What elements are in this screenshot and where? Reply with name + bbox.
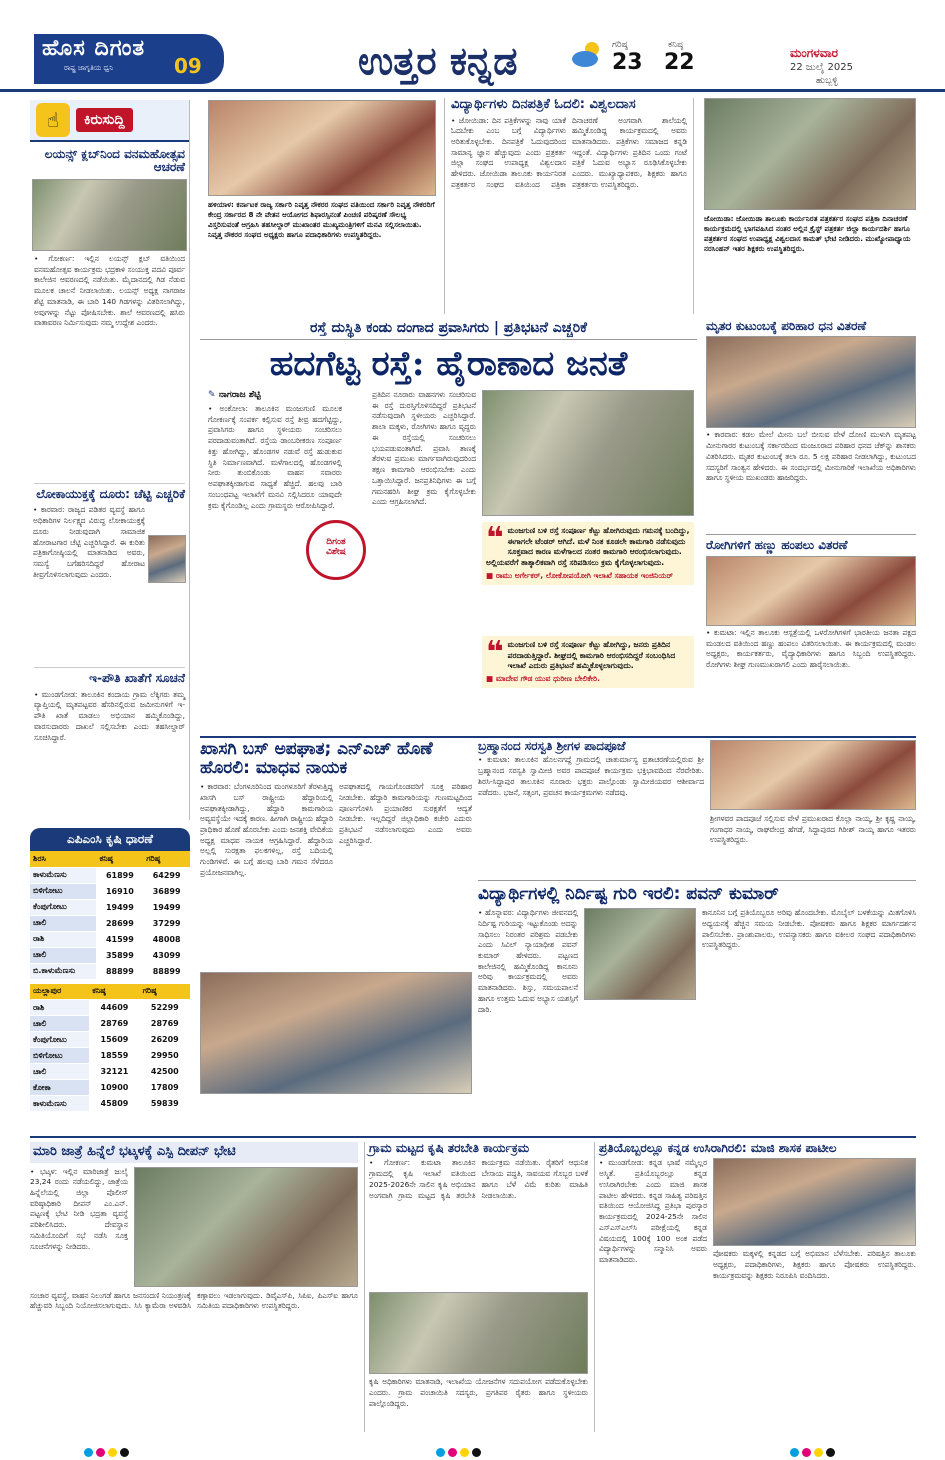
article-body: ಪೋಷಕರು ಮಕ್ಕಳಲ್ಲಿ ಕನ್ನಡದ ಬಗ್ಗೆ ಅಭಿಮಾನ ಬೆಳೆಸಬೇಕು. ಪರಿಷತ್ತಿನ ತಾಲೂಕು ಅಧ್ಯಕ್ಷರು, ಪದಾಧಿಕಾರಿಗಳು, ಶಿಕ್ಷಕರು ಹಾಗೂ ಪೋಷಕರು ಉಪಸ್ಥಿತರಿದ್ದರು. ಕಾರ್ಯಕ್ರಮವನ್ನು ಶಿಕ್ಷಕರು ನಿರೂಪಿಸಿ ವಂದಿಸಿದರು.	[713, 1249, 916, 1280]
min-price: 18559	[89, 1048, 139, 1064]
edition-title: ಉತ್ತರ ಕನ್ನಡ	[358, 38, 518, 83]
date: 22 ಜುಲೈ 2025	[790, 62, 853, 73]
quote-box-engineer	[482, 522, 694, 585]
max-price: 28769	[140, 1016, 190, 1032]
photo-portrait	[148, 535, 186, 583]
table-row	[30, 1064, 190, 1080]
print-registration-marks	[436, 1442, 484, 1460]
article-body: • ಕಾರವಾರ: ಬೆಂಗಳೂರಿನಿಂದ ಮಂಗಳೂರಿಗೆ ತೆರಳುತ್ತಿದ್ದ ಖಾಸಗಿ ಬಸ್ ರಾಷ್ಟ್ರೀಯ ಹೆದ್ದಾರಿಯಲ್ಲಿ ಅಪಘಾತಕ್ಕೀಡಾಗಿದ್ದು, ಹೆದ್ದಾರಿ ಕಾಮಗಾರಿಯ ಅವ್ಯವಸ್ಥೆಯೇ ಇದಕ್ಕೆ ಕಾರಣ. ಹೀಗಾಗಿ ರಾಷ್ಟ್ರೀಯ ಹೆದ್ದಾರಿ ಪ್ರಾಧಿಕಾರ ಹೊಣೆ ಹೊರಬೇಕು ಎಂದು ಜನಶಕ್ತಿ ವೇದಿಕೆಯ ಅಧ್ಯಕ್ಷ ಮಾಧವ ನಾಯಕ ಆಗ್ರಹಿಸಿದ್ದಾರೆ. ಹೆದ್ದಾರಿಯ ಅಲ್ಲಲ್ಲಿ ಸುರಕ್ಷತಾ ಫಲಕಗಳಿಲ್ಲ, ರಸ್ತೆ ಬದಿಯಲ್ಲಿ ಗುಂಡಿಗಳಿವೆ. ಈ ಬಗ್ಗೆ ಹಲವು ಬಾರಿ ಗಮನ ಸೆಳೆದರೂ ಪ್ರಯೋಜನವಾಗಿಲ್ಲ.	[200, 782, 333, 877]
table-row	[30, 1032, 190, 1048]
table-row	[30, 867, 190, 883]
quote-text: ಮಂಜಗುಣಿ ಬಳಿ ರಸ್ತೆ ಸಂಪೂರ್ಣ ಕೆಟ್ಟು ಹೋಗಿದ್ದು, ಜನರು ಪ್ರತಿದಿನ ಪರದಾಡುತ್ತಿದ್ದಾರೆ. ಶೀಘ್ರದಲ್ಲಿ ಕಾಮಗಾರಿ ಆರಂಭಿಸದಿದ್ದರೆ ಸಂಬಂಧಿಸಿದ ಇಲಾಖೆ ಎದುರು ಪ್ರತಿಭಟನೆ ಹಮ್ಮಿಕೊಳ್ಳಲಾಗುವುದು.	[507, 640, 676, 671]
brand-name: ಹೊಸ ದಿಗಂತ	[42, 36, 146, 61]
quote-attribution: ■ ಮಾದೇವ ಗೌಡ ಯುವ ಧುರೀಣ ಬೇಲಿಕೇರಿ.	[486, 673, 600, 683]
print-registration-marks	[790, 1442, 838, 1460]
min-price: 15609	[89, 1032, 139, 1048]
article-body: • ಜೋಯಿಡಾ: ದಿನ ಪತ್ರಿಕೆಗಳನ್ನು ನಾವು ಯಾಕೆ ಓದಬೇಕು ಎಂಬ ಬಗ್ಗೆ ವಿದ್ಯಾರ್ಥಿಗಳು ಅರಿತುಕೊಳ್ಳಬೇಕು. ದಿನಪತ್ರಿಕೆ ಓದುವುದರಿಂದ ಸಾಮಾನ್ಯ ಜ್ಞಾನ ಹೆಚ್ಚುವುದು ಎಂದು ಪ್ರತ್ರಕರ್ತ ಜಿಲ್ಲಾ ಸಂಘದ ಉಪಾಧ್ಯಕ್ಷ ವಿಶ್ವಲದಾಸ ಹೇಳಿದರು. ಜೋಯಿಡಾ ತಾಲೂಕು ಕಾರ್ಯನಿರತ ಪತ್ರಕರ್ತರ ಸಂಘದ ವತಿಯಿಂದ ಪತ್ರಿಕಾ ದಿನಾಚರಣೆ ಅಂಗವಾಗಿ ಶಾಲೆಯಲ್ಲಿ ಹಮ್ಮಿಕೊಂಡಿದ್ದ ಕಾರ್ಯಕ್ರಮದಲ್ಲಿ ಅವರು ಮಾತನಾಡಿದರು. ಪತ್ರಿಕೆಗಳು ಸಮಾಜದ ಕನ್ನಡಿ ಇದ್ದಂತೆ. ವಿದ್ಯಾರ್ಥಿಗಳು ಪ್ರತಿದಿನ ಒಂದು ಗಂಟೆ ಪತ್ರಿಕೆ ಓದುವ ಅಭ್ಯಾಸ ರೂಢಿಸಿಕೊಳ್ಳಬೇಕು ಎಂದರು. ಮುಖ್ಯಾಧ್ಯಾಪಕರು, ಶಿಕ್ಷಕರು ಹಾಗೂ ಪತ್ರಕರ್ತರು ಉಪಸ್ಥಿತರಿದ್ದರು.	[451, 115, 687, 189]
article-body: ಸಂಚಾರ ವ್ಯವಸ್ಥೆ, ವಾಹನ ನಿಲುಗಡೆ ಹಾಗೂ ಜನಸಂದಣಿ ನಿಯಂತ್ರಣಕ್ಕೆ ಹೆಚ್ಚುವರಿ ಸಿಬ್ಬಂದಿ ನಿಯೋಜಿಸಲಾಗುವುದು. ಸಿಸಿ ಕ್ಯಾಮೆರಾ ಅಳವಡಿಸಿ ಕಣ್ಗಾವಲು ಇಡಲಾಗುವುದು. ಡಿವೈಎಸ್‌ಪಿ, ಸಿಪಿಐ, ಪಿಎಸ್‌ಐ ಹಾಗೂ ಸಮಿತಿಯ ಪದಾಧಿಕಾರಿಗಳು ಉಪಸ್ಥಿತರಿದ್ದರು.	[30, 1290, 358, 1311]
page-number: 09	[174, 54, 202, 78]
commodity-name: ಬಿಳಿಗೋಟು	[30, 1048, 89, 1064]
max-price: 59839	[140, 1096, 190, 1112]
headline: ಪ್ರತಿಯೊಬ್ಬರಲ್ಲೂ ಕನ್ನಡ ಉಸಿರಾಗಿರಲಿ: ಮಾಜಿ ಶಾಸಕ ಪಾಟೀಲ	[599, 1141, 837, 1155]
article-body: ಕಾನೂನಿನ ಬಗ್ಗೆ ಪ್ರತಿಯೊಬ್ಬರೂ ಅರಿವು ಹೊಂದಬೇಕು. ಮೊಬೈಲ್ ಬಳಕೆಯನ್ನು ಮಿತಗೊಳಿಸಿ ಅಧ್ಯಯನಕ್ಕೆ ಹೆಚ್ಚಿನ ಸಮಯ ನೀಡಬೇಕು. ಪೋಷಕರು ಹಾಗೂ ಶಿಕ್ಷಕರ ಮಾರ್ಗದರ್ಶನ ಪಾಲಿಸಬೇಕು. ಪ್ರಾಂಶುಪಾಲರು, ಉಪನ್ಯಾಸಕರು ಹಾಗೂ ವಕೀಲರ ಸಂಘದ ಪದಾಧಿಕಾರಿಗಳು ಉಪಸ್ಥಿತರಿದ್ದರು.	[702, 908, 916, 950]
photo-caption: ಜೋಯಿಡಾ: ಜೋಯಿಡಾ ತಾಲೂಕು ಕಾರ್ಯನಿರತ ಪತ್ರಕರ್ತರ ಸಂಘದ ಪತ್ರಿಕಾ ದಿನಾಚರಣೆ ಕಾರ್ಯಕ್ರಮದಲ್ಲಿ ಭಾಗವಹಿಸಿದ ನಂತರ ಅಲ್ಲಿನ ಕ್ರೈಸ್ಟ್ ಪತ್ರಕರ್ತ ಜಿಲ್ಲಾ ಕಾರ್ಯದರ್ಶಿ ಹಾಗೂ ಪತ್ರಕರ್ತರ ಸಂಘದ ಉಪಾಧ್ಯಕ್ಷ ವಿಶ್ವಲದಾಸ ಕಾಮತ್ ಭೇಟಿ ನೀಡಿದರು. ಮುಖ್ಯೋಪಾಧ್ಯಾಯ ನರಸಿಂಹನ್ ಇತರ ಶಿಕ್ಷಕರು ಉಪಸ್ಥಿತರಿದ್ದರು.	[704, 214, 911, 254]
brand-tagline: ರಾಷ್ಟ್ರ ಜಾಗೃತಿಯ ಧ್ವನಿ	[64, 64, 114, 72]
article-body: • ಹೊನ್ನಾವರ: ವಿದ್ಯಾರ್ಥಿಗಳು ಜೀವನದಲ್ಲಿ ನಿರ್ದಿಷ್ಟ ಗುರಿಯನ್ನು ಇಟ್ಟುಕೊಂಡು ಅದನ್ನು ಸಾಧಿಸಲು ನಿರಂತರ ಪರಿಶ್ರಮ ಪಡಬೇಕು ಎಂದು ಸಿವಿಲ್ ನ್ಯಾಯಾಧೀಶ ಪವನ್ ಕುಮಾರ್ ಹೇಳಿದರು. ಪಟ್ಟಣದ ಕಾಲೇಜಿನಲ್ಲಿ ಹಮ್ಮಿಕೊಂಡಿದ್ದ ಕಾನೂನು ಅರಿವು ಕಾರ್ಯಕ್ರಮದಲ್ಲಿ ಅವರು ಮಾತನಾಡಿದರು. ಶಿಸ್ತು, ಸಮಯಪಾಲನೆ ಹಾಗೂ ಉತ್ತಮ ಓದುವ ಅಭ್ಯಾಸ ಯಶಸ್ಸಿಗೆ ದಾರಿ.	[478, 908, 578, 1014]
divider	[200, 736, 916, 738]
commodity-name: ಕೆಂಪುಗೋಟು	[30, 1032, 89, 1048]
max-price: 48008	[143, 931, 190, 947]
min-temp-label: ಕನಿಷ್ಠ	[668, 40, 684, 50]
table-row	[30, 931, 190, 947]
min-price: 32121	[89, 1064, 139, 1080]
commodity-name: ಚಾಲಿ	[30, 915, 96, 931]
lead-kicker: ರಸ್ತೆ ದುಸ್ಥಿತಿ ಕಂಡು ದಂಗಾದ ಪ್ರವಾಸಿಗರು | ಪ್ರತಿಭಟನೆ ಎಚ್ಚರಿಕೆ	[200, 320, 697, 340]
article-body: • ಮುಂಡಗೋಡ: ಕನ್ನಡ ಭಾಷೆ ನಮ್ಮೆಲ್ಲರ ಅಸ್ಮಿತೆ. ಪ್ರತಿಯೊಬ್ಬರಲ್ಲೂ ಕನ್ನಡ ಉಸಿರಾಗಿರಬೇಕು ಎಂದು ಮಾಜಿ ಶಾಸಕ ಪಾಟೀಲ ಹೇಳಿದರು. ಕನ್ನಡ ಸಾಹಿತ್ಯ ಪರಿಷತ್ತಿನ ವತಿಯಿಂದ ಆಯೋಜಿಸಿದ್ದ ಪ್ರತಿಭಾ ಪುರಸ್ಕಾರ ಕಾರ್ಯಕ್ರಮದಲ್ಲಿ 2024-25ನೇ ಸಾಲಿನ ಎಸ್‌ಎಸ್‌ಎಲ್‌ಸಿ ಪರೀಕ್ಷೆಯಲ್ಲಿ ಕನ್ನಡ ವಿಷಯದಲ್ಲಿ 100ಕ್ಕೆ 100 ಅಂಕ ಪಡೆದ ವಿದ್ಯಾರ್ಥಿಗಳನ್ನು ಸನ್ಮಾನಿಸಿ ಅವರು ಮಾತನಾಡಿದರು.	[599, 1158, 707, 1265]
apmc-table-sirsi	[30, 851, 190, 980]
table-header: ಶಿರಸಿ ಕನಿಷ್ಠ ಗರಿಷ್ಠ	[30, 851, 190, 867]
min-temp: 22	[664, 50, 695, 75]
quote-text: ಮಂಜಗುಣಿ ಬಳಿ ರಸ್ತೆ ಸಂಪೂರ್ಣ ಕೆಟ್ಟು ಹೋಗಿರುವುದು ಗಮನಕ್ಕೆ ಬಂದಿದ್ದು, ಈಗಾಗಲೇ ಟೆಂಡರ್ ಆಗಿದೆ. ಮಳೆ ನಿಂತ ಕೂಡಲೇ ಕಾಮಗಾರಿ ನಡೆಸುವುದು ಸೂಕ್ತವಾದ ಕಾರಣ ಮಳೆಗಾಲದ ನಂತರ ಕಾಮಗಾರಿ ಆರಂಭಿಸಲಾಗುವುದು. ಅಲ್ಲಿಯವರೆಗೆ ತಾತ್ಕಾಲಿಕವಾಗಿ ರಸ್ತೆ ಸರಿಪಡಿಸಲು ಕ್ರಮ ಕೈಗೊಳ್ಳಲಾಗುವುದು.	[486, 526, 690, 567]
hand-icon: ☝	[36, 103, 70, 137]
article-body: ಅಪಘಾತದಲ್ಲಿ ಗಾಯಗೊಂಡವರಿಗೆ ಸೂಕ್ತ ಪರಿಹಾರ ನೀಡಬೇಕು. ಹೆದ್ದಾರಿ ಕಾಮಗಾರಿಯನ್ನು ಗುಣಮಟ್ಟದಿಂದ ಪೂರ್ಣಗೊಳಿಸಿ ಪ್ರಯಾಣಿಕರ ಸುರಕ್ಷತೆಗೆ ಆದ್ಯತೆ ನೀಡಬೇಕು. ಇಲ್ಲದಿದ್ದರೆ ಜಿಲ್ಲಾಧಿಕಾರಿ ಕಚೇರಿ ಎದುರು ಪ್ರತಿಭಟನೆ ನಡೆಸಲಾಗುವುದು ಎಂದು ಅವರು ಎಚ್ಚರಿಸಿದ್ದಾರೆ.	[339, 782, 472, 845]
min-price: 16910	[96, 883, 143, 899]
article-kannada-award	[594, 1142, 916, 1432]
article-students-goal	[478, 880, 916, 1130]
commodity-name: ಕಾಳುಮೆಣಸು	[30, 867, 96, 883]
photo-speaker	[584, 908, 696, 1000]
photo-compensation	[706, 336, 916, 428]
photo-tree-planting	[32, 179, 187, 251]
min-price: 35899	[96, 947, 143, 963]
min-price: 28699	[96, 915, 143, 931]
photo-group	[704, 98, 916, 210]
table-row	[30, 947, 190, 963]
article-body: ಶ್ರೀಗಳವರ ಪಾದಪೂಜೆ ಸಲ್ಲಿಸುವ ವೇಳೆ ಪ್ರಮುಖರಾದ ಕೊಲ್ಲಾ ನಾಯ್ಕ, ಶ್ರೀ ಕೃಷ್ಣ ನಾಯ್ಕ, ಗಂಗಾಧರ ನಾಯ್ಕ, ರಾಘವೇಂದ್ರ ಹೆಗಡೆ, ಸಿದ್ದಾಪುರದ ಗಿರೀಶ್ ನಾಯ್ಕ ಹಾಗೂ ಇತರರು ಉಪಸ್ಥಿತರಿದ್ದರು.	[710, 814, 916, 845]
max-price: 43099	[143, 947, 190, 963]
apmc-price-table	[30, 828, 190, 1130]
photo-sp-inspection	[134, 1167, 358, 1287]
quote-attribution: ■ ರಾಮು ಅರ್ಗೇಕರ್, ಲೋಕೋಪಯೋಗಿ ಇಲಾಖೆ ಸಹಾಯಕ ಇಂಜಿನಿಯರ್	[486, 570, 673, 580]
max-price: 29950	[140, 1048, 190, 1064]
commodity-name: ಚಾಲಿ	[30, 1016, 89, 1032]
divider	[30, 1136, 916, 1138]
table-row	[30, 883, 190, 899]
headline: ಬ್ರಹ್ಮಾನಂದ ಸರಸ್ವತಿ ಶ್ರೀಗಳ ಪಾದಪೂಜೆ	[478, 739, 626, 753]
table-row	[30, 1000, 190, 1016]
max-price: 37299	[143, 915, 190, 931]
article-sp-visit	[30, 1142, 358, 1432]
table-row	[30, 1080, 190, 1096]
lead-story	[200, 320, 697, 732]
article-body: • ಭಟ್ಕಳ: ಇಲ್ಲಿನ ಮಾರಿಜಾತ್ರೆ ಜುಲೈ 23,24 ರಂದು ನಡೆಯಲಿದ್ದು, ಜಾತ್ರೆಯ ಹಿನ್ನೆಲೆಯಲ್ಲಿ ಜಿಲ್ಲಾ ಪೊಲೀಸ್ ವರಿಷ್ಠಾಧಿಕಾರಿ ದೀಪನ್ ಎಂ.ಎನ್. ಪಟ್ಟಣಕ್ಕೆ ಭೇಟಿ ನೀಡಿ ಭದ್ರತಾ ವ್ಯವಸ್ಥೆ ಪರಿಶೀಲಿಸಿದರು. ದೇವಸ್ಥಾನ ಸಮಿತಿಯೊಂದಿಗೆ ಸಭೆ ನಡೆಸಿ ಸೂಕ್ತ ಸೂಚನೆಗಳನ್ನು ನೀಡಿದರು.	[30, 1166, 128, 1251]
digantha-vishesha-seal: ದಿಗಂತ ವಿಶೇಷ	[306, 520, 366, 580]
article-body: • ಗೋಕರ್ಣ: ಕುಮಟಾ ತಾಲೂಕಿನ ಗ್ರಾಮದಲ್ಲಿ ಕೃಷಿ ಇಲಾಖೆ ವತಿಯಿಂದ 2025-2026ನೇ ಸಾಲಿನ ಕೃಷಿ ಅಭಿಯಾನ ಅಂಗವಾಗಿ ಗ್ರಾಮ ಮಟ್ಟದ ಕೃಷಿ ತರಬೇತಿ ಕಾರ್ಯಕ್ರಮ ನಡೆಯಿತು. ರೈತರಿಗೆ ಆಧುನಿಕ ಬೇಸಾಯ ಪದ್ಧತಿ, ಸಾವಯವ ಗೊಬ್ಬರ ಬಳಕೆ ಹಾಗೂ ಬೆಳೆ ವಿಮೆ ಕುರಿತು ಮಾಹಿತಿ ನೀಡಲಾಯಿತು.	[369, 1158, 588, 1200]
max-price: 42500	[140, 1064, 190, 1080]
quote-icon: ❝	[486, 635, 504, 670]
photo-police-meeting	[200, 972, 472, 1094]
max-temp-label: ಗರಿಷ್ಠ	[612, 40, 628, 50]
headline: ಲೋಕಾಯುಕ್ತಕ್ಕೆ ದೂರು: ಚೆಟ್ಟಿ ಎಚ್ಚರಿಕೆ	[34, 483, 185, 501]
table-row	[30, 1048, 190, 1064]
min-price: 88899	[96, 963, 143, 979]
commodity-name: ಕೋಕಾ	[30, 1080, 89, 1096]
max-temp: 23	[612, 50, 643, 75]
headline: ಮೃತರ ಕುಟುಂಬಕ್ಕೆ ಪರಿಹಾರ ಧನ ವಿತರಣೆ	[706, 319, 867, 333]
max-price: 88899	[143, 963, 190, 979]
table-row	[30, 963, 190, 979]
right-column	[706, 320, 916, 732]
table-row	[30, 899, 190, 915]
article-body: • ಕಾರವಾರ: ಕಡಲ ಮೇಲೆ ಮೀನು ಬಲೆ ಬೀಸುವ ವೇಳೆ ದೋಣಿ ಮುಳುಗಿ ಮೃತಪಟ್ಟ ಮೀನುಗಾರರ ಕುಟುಂಬಕ್ಕೆ ಸರ್ಕಾರದಿಂದ ಮಂಜೂರಾದ ಪರಿಹಾರ ಧನದ ಚೆಕ್‌ನ್ನು ಶಾಸಕರು ವಿತರಿಸಿದರು. ಮೃತರ ಕುಟುಂಬಕ್ಕೆ ತಲಾ ರೂ. 5 ಲಕ್ಷ ಪರಿಹಾರ ನೀಡಲಾಗಿದ್ದು, ಕುಟುಂಬದ ಸದಸ್ಯರಿಗೆ ಸಾಂತ್ವನ ಹೇಳಿದರು. ಈ ಸಂದರ್ಭದಲ್ಲಿ ಮೀನುಗಾರಿಕೆ ಇಲಾಖೆಯ ಅಧಿಕಾರಿಗಳು ಹಾಗೂ ಸ್ಥಳೀಯ ಮುಖಂಡರು ಹಾಜರಿದ್ದರು.	[706, 430, 916, 483]
article-body: • ಮುಂಡಗೋಡ: ತಾಲೂಕಿನ ಕಂದಾಯ ಗ್ರಾಮ ಲೆಕ್ಕಿಗರು ತಮ್ಮ ವ್ಯಾಪ್ತಿಯಲ್ಲಿ ಮೃತಪಟ್ಟವರ ಹೆಸರಿನಲ್ಲಿರುವ ಜಮೀನುಗಳಿಗೆ ಇ-ಪೌತಿ ಖಾತೆ ಮಾಡಲು ಅಭಿಯಾನ ಹಮ್ಮಿಕೊಂಡಿದ್ದು, ವಾರಸುದಾರರು ದಾಖಲೆ ಸಲ್ಲಿಸಬೇಕು ಎಂದು ತಹಸೀಲ್ದಾರ್ ಸೂಚಿಸಿದ್ದಾರೆ.	[34, 689, 185, 742]
photo-swamiji	[710, 740, 916, 810]
apmc-title: ಎಪಿಎಂಸಿ ಕೃಷಿ ಧಾರಣೆ	[30, 828, 190, 851]
min-price: 19499	[96, 899, 143, 915]
headline: ಇ-ಪೌತಿ ಖಾತೆಗೆ ಸೂಚನೆ	[34, 667, 185, 685]
max-price: 64299	[143, 867, 190, 883]
weekday: ಮಂಗಳವಾರ	[790, 46, 839, 60]
table-header: ಯಲ್ಲಾಪುರ ಕನಿಷ್ಠ ಗರಿಷ್ಠ	[30, 984, 190, 1000]
photo-caption: ಹಳಿಯಾಳ: ಕರ್ನಾಟಕ ರಾಜ್ಯ ಸರ್ಕಾರಿ ನಿವೃತ್ತ ನೌಕರರ ಸಂಘದ ವತಿಯಿಂದ ಸರ್ಕಾರಿ ನಿವೃತ್ತ ನೌಕರರಿಗೆ ಕೇಂದ್ರ ಸರ್ಕಾರದ 8 ನೇ ವೇತನ ಆಯೋಗದ ಶಿಫಾರಸ್ಸಿನಂತೆ ಪಿಂಚಣಿ ಪರಿಷ್ಕರಣೆ ಸೌಲಭ್ಯ ವಿಸ್ತರಿಸುವಂತೆ ಆಗ್ರಹಿಸಿ ತಹಸೀಲ್ದಾರ್ ಮುಖಾಂತರ ಮುಖ್ಯಮಂತ್ರಿಗಳಿಗೆ ಮನವಿ ಸಲ್ಲಿಸಲಾಯಿತು. ನಿವೃತ್ತ ನೌಕರರ ಸಂಘದ ಅಧ್ಯಕ್ಷರು ಹಾಗೂ ಪದಾಧಿಕಾರಿಗಳು ಉಪಸ್ಥಿತರಿದ್ದರು.	[208, 200, 435, 240]
article-body: • ಕುಮಟಾ: ಇಲ್ಲಿನ ತಾಲೂಕು ಆಸ್ಪತ್ರೆಯಲ್ಲಿ ಒಳರೋಗಿಗಳಿಗೆ ಭಾರತೀಯ ಜನತಾ ಪಕ್ಷದ ಮಂಡಲದ ವತಿಯಿಂದ ಹಣ್ಣು ಹಂಪಲು ವಿತರಿಸಲಾಯಿತು. ಈ ಕಾರ್ಯಕ್ರಮದಲ್ಲಿ ಮಂಡಲ ಅಧ್ಯಕ್ಷರು, ಕಾರ್ಯಕರ್ತರು, ವೈದ್ಯಾಧಿಕಾರಿಗಳು ಹಾಗೂ ಸಿಬ್ಬಂದಿ ಉಪಸ್ಥಿತರಿದ್ದರು. ರೋಗಿಗಳು ಶೀಘ್ರ ಗುಣಮುಖರಾಗಲಿ ಎಂದು ಹಾರೈಸಲಾಯಿತು.	[706, 627, 916, 670]
min-price: 44609	[89, 1000, 139, 1016]
min-price: 41599	[96, 931, 143, 947]
article-body: • ಅಂಕೋಲಾ: ತಾಲೂಕಿನ ಮಂಜುಗುಣಿ ಮೂಲಕ ಗೋಕರ್ಣಕ್ಕೆ ಸಂಪರ್ಕ ಕಲ್ಪಿಸುವ ರಸ್ತೆ ತೀವ್ರ ಹದಗೆಟ್ಟಿದ್ದು, ಪ್ರವಾಸಿಗರು ಹಾಗೂ ಸ್ಥಳೀಯರು ಸಂಚರಿಸಲು ಪರದಾಡುವಂತಾಗಿದೆ. ರಸ್ತೆಯ ಡಾಂಬರೀಕರಣ ಸಂಪೂರ್ಣ ಕಿತ್ತು ಹೋಗಿದ್ದು, ಹೊಂಡಗಳ ನಡುವೆ ರಸ್ತೆ ಹುಡುಕುವ ಸ್ಥಿತಿ ನಿರ್ಮಾಣವಾಗಿದೆ. ಮಳೆಗಾಲದಲ್ಲಿ ಹೊಂಡಗಳಲ್ಲಿ ನೀರು ತುಂಬಿಕೊಂಡು ವಾಹನ ಸವಾರರು ಅಪಘಾತಕ್ಕೀಡಾಗುವ ಸಾಧ್ಯತೆ ಹೆಚ್ಚಿದೆ. ಹಲವು ಬಾರಿ ಸಂಬಂಧಪಟ್ಟ ಇಲಾಖೆಗೆ ಮನವಿ ಸಲ್ಲಿಸಿದರೂ ಯಾವುದೇ ಕ್ರಮ ಕೈಗೊಂಡಿಲ್ಲ ಎಂದು ಗ್ರಾಮಸ್ಥರು ಆರೋಪಿಸಿದ್ದಾರೆ.	[208, 404, 342, 510]
commodity-name: ಕಾಳುಮೆಣಸು	[30, 1096, 89, 1112]
photo-training	[369, 1292, 588, 1374]
kiru-suddi-title: ಕಿರುಸುದ್ದಿ	[76, 108, 133, 132]
max-price: 36899	[143, 883, 190, 899]
article-body: ಕೃಷಿ ಅಧಿಕಾರಿಗಳು ಮಾತನಾಡಿ, ಇಲಾಖೆಯ ಯೋಜನೆಗಳ ಸದುಪಯೋಗ ಪಡೆದುಕೊಳ್ಳಬೇಕು ಎಂದರು. ಗ್ರಾಮ ಪಂಚಾಯಿತಿ ಸದಸ್ಯರು, ಪ್ರಗತಿಪರ ರೈತರು ಹಾಗೂ ಸ್ಥಳೀಯರು ಪಾಲ್ಗೊಂಡಿದ್ದರು.	[369, 1377, 588, 1408]
commodity-name: ಬಿ.ಕಾಳುಮೆಣಸು	[30, 963, 96, 979]
brand-logo	[34, 34, 224, 84]
article-bus-accident	[200, 740, 472, 1130]
print-registration-marks	[84, 1442, 132, 1460]
article-pada-pooja	[478, 740, 916, 872]
commodity-name: ಚಾಲಿ	[30, 947, 96, 963]
photo-fruit-distribution	[706, 556, 916, 626]
partly-cloudy-icon	[570, 40, 606, 68]
table-row	[30, 1016, 190, 1032]
min-price: 28769	[89, 1016, 139, 1032]
table-row	[30, 915, 190, 931]
min-price: 61899	[96, 867, 143, 883]
quote-box-leader	[482, 636, 694, 688]
lead-headline: ಹದಗೆಟ್ಟ ರಸ್ತೆ: ಹೈರಾಣಾದ ಜನತೆ	[269, 344, 628, 384]
article-body: ಪ್ರತಿದಿನ ನೂರಾರು ವಾಹನಗಳು ಸಂಚರಿಸುವ ಈ ರಸ್ತೆ ದುರಸ್ತಿಗೊಳಿಸದಿದ್ದರೆ ಪ್ರತಿಭಟನೆ ನಡೆಸುವುದಾಗಿ ಸ್ಥಳೀಯರು ಎಚ್ಚರಿಸಿದ್ದಾರೆ. ಶಾಲಾ ಮಕ್ಕಳು, ರೋಗಿಗಳು ಹಾಗೂ ವೃದ್ಧರು ಈ ರಸ್ತೆಯಲ್ಲಿ ಸಂಚರಿಸಲು ಭಯಪಡುವಂತಾಗಿದೆ. ಪ್ರವಾಸಿ ತಾಣಕ್ಕೆ ತೆರಳುವ ಪ್ರಮುಖ ಮಾರ್ಗವಾಗಿರುವುದರಿಂದ ತಕ್ಷಣ ಕಾಮಗಾರಿ ಆರಂಭಿಸಬೇಕು ಎಂದು ಒತ್ತಾಯಿಸಿದ್ದಾರೆ. ಜನಪ್ರತಿನಿಧಿಗಳು ಈ ಬಗ್ಗೆ ಗಮನಹರಿಸಿ ಶೀಘ್ರ ಕ್ರಮ ಕೈಗೊಳ್ಳಬೇಕು ಎಂದು ಆಗ್ರಹಿಸಲಾಗಿದೆ.	[372, 390, 476, 507]
table-row	[30, 1096, 190, 1112]
headline: ಖಾಸಗಿ ಬಸ್ ಅಪಘಾತ; ಎನ್‌ಎಚ್ ಹೊಣೆ ಹೊರಲಿ: ಮಾಧವ ನಾಯಕ	[200, 739, 433, 779]
photo-protest	[208, 100, 436, 196]
headline: ರೋಗಿಗಳಿಗೆ ಹಣ್ಣು ಹಂಪಲು ವಿತರಣೆ	[706, 534, 916, 552]
article-body: • ಕುಮಟಾ: ತಾಲೂಕಿನ ಹೊಲನಗದ್ದೆ ಗ್ರಾಮದಲ್ಲಿ ಚಾತುರ್ಮಾಸ್ಯ ವ್ರತಾಚರಣೆಯಲ್ಲಿರುವ ಶ್ರೀ ಬ್ರಹ್ಮಾನಂದ ಸರಸ್ವತಿ ಸ್ವಾಮೀಜಿ ಅವರ ಪಾದಪೂಜೆ ಕಾರ್ಯಕ್ರಮ ಭಕ್ತಿಭಾವದಿಂದ ನೆರವೇರಿತು. ಶಿರಸಿ-ಸಿದ್ದಾಪುರ ತಾಲೂಕಿನ ನೂರಾರು ಭಕ್ತರು ಪಾಲ್ಗೊಂಡು ಸ್ವಾಮೀಜಿಯವರ ಆಶೀರ್ವಾದ ಪಡೆದರು. ಭಜನೆ, ಸತ್ಸಂಗ, ಪ್ರವಚನ ಕಾರ್ಯಕ್ರಮಗಳು ನಡೆದವು.	[478, 755, 704, 797]
photo-felicitation	[713, 1158, 916, 1246]
apmc-table-yellapur	[30, 984, 190, 1113]
headline: ಗ್ರಾಮ ಮಟ್ಟದ ಕೃಷಿ ತರಬೇತಿ ಕಾರ್ಯಕ್ರಮ	[369, 1141, 530, 1155]
commodity-name: ರಾಶಿ	[30, 1000, 89, 1016]
headline: ವಿದ್ಯಾರ್ಥಿಗಳು ದಿನಪತ್ರಿಕೆ ಓದಲಿ: ವಿಶ್ವಲದಾಸ	[451, 97, 636, 112]
max-price: 26209	[140, 1032, 190, 1048]
pen-icon: ✎	[208, 390, 216, 400]
kiru-suddi-column	[30, 100, 190, 820]
commodity-name: ಕೆಂಪುಗೋಟು	[30, 899, 96, 915]
max-price: 19499	[143, 899, 190, 915]
commodity-name: ರಾಶಿ	[30, 931, 96, 947]
min-price: 10900	[89, 1080, 139, 1096]
city: ಹುಬ್ಬಳ್ಳಿ	[816, 76, 838, 86]
article-body: • ಕಾರವಾರ: ರಾಜ್ಯದ ಪಡಿತರ ವ್ಯವಸ್ಥೆ ಹಾಗೂ ಅಧಿಕಾರಿಗಳ ನಿರ್ಲಕ್ಷ್ಯದ ವಿರುದ್ಧ ಲೋಕಾಯುಕ್ತಕ್ಕೆ ದೂರು ನೀಡುವುದಾಗಿ ಸಾಮಾಜಿಕ ಹೋರಾಟಗಾರ ಚೆಟ್ಟಿ ಎಚ್ಚರಿಸಿದ್ದಾರೆ. ಈ ಕುರಿತು ಪತ್ರಿಕಾಗೋಷ್ಠಿಯಲ್ಲಿ ಮಾತನಾಡಿದ ಅವರು, ಸಮಸ್ಯೆ ಬಗೆಹರಿಸದಿದ್ದರೆ ಹೋರಾಟ ತೀವ್ರಗೊಳಿಸಲಾಗುವುದು ಎಂದರು.	[33, 505, 145, 579]
commodity-name: ಚಾಲಿ	[30, 1064, 89, 1080]
headline: ಮಾರಿ ಜಾತ್ರೆ ಹಿನ್ನೆಲೆ ಭಟ್ಕಳಕ್ಕೆ ಎಸ್ಪಿ ದೀಪನ್ ಭೇಟಿ	[30, 1142, 358, 1163]
article-newspaper-reading	[444, 98, 694, 314]
max-price: 17809	[140, 1080, 190, 1096]
headline: ಲಯನ್ಸ್ ಕ್ಲಬ್‌ನಿಂದ ವನಮಹೋತ್ಸವ ಆಚರಣೆ	[44, 147, 185, 175]
quote-icon: ❝	[486, 521, 504, 556]
headline: ವಿದ್ಯಾರ್ಥಿಗಳಲ್ಲಿ ನಿರ್ದಿಷ್ಟ ಗುರಿ ಇರಲಿ: ಪವನ್ ಕುಮಾರ್	[478, 884, 779, 904]
commodity-name: ಬಿಳಿಗೋಟು	[30, 883, 96, 899]
min-price: 45809	[89, 1096, 139, 1112]
max-price: 52299	[140, 1000, 190, 1016]
article-agri-training	[364, 1142, 588, 1432]
photo-damaged-road	[482, 390, 694, 516]
byline: ✎ ನಾಗರಾಜ ಶೆಟ್ಟಿ	[208, 390, 261, 400]
kiru-suddi-header	[30, 100, 189, 142]
article-body: • ಗೋಕರ್ಣ: ಇಲ್ಲಿನ ಲಯನ್ಸ್ ಕ್ಲಬ್ ವತಿಯಿಂದ ವನಮಹೋತ್ಸವ ಕಾರ್ಯಕ್ರಮ ಭದ್ರಕಾಳಿ ಸಂಯುಕ್ತ ಪದವಿ ಪೂರ್ವ ಕಾಲೇಜಿನ ಆವರಣದಲ್ಲಿ ನಡೆಯಿತು. ಮೈದಾನದಲ್ಲಿ ಗಿಡ ನೆಡುವ ಮೂಲಕ ಚಾಲನೆ ನೀಡಲಾಯಿತು. ಲಯನ್ಸ್ ಅಧ್ಯಕ್ಷ ನಾಗರಾಜ ಶೆಟ್ಟಿ ಮಾತನಾಡಿ, ಈ ಬಾರಿ 140 ಗಿಡಗಳನ್ನು ವಿತರಿಸಲಾಗಿದ್ದು, ಅವುಗಳನ್ನು ನೆಟ್ಟು ಪೋಷಿಸಬೇಕು. ಶಾಲೆ ಆವರಣದಲ್ಲಿ ಹಸಿರು ವಾತಾವರಣ ನಿರ್ಮಿಸುವುದು ನಮ್ಮ ಉದ್ದೇಶ ಎಂದರು.	[34, 253, 185, 328]
